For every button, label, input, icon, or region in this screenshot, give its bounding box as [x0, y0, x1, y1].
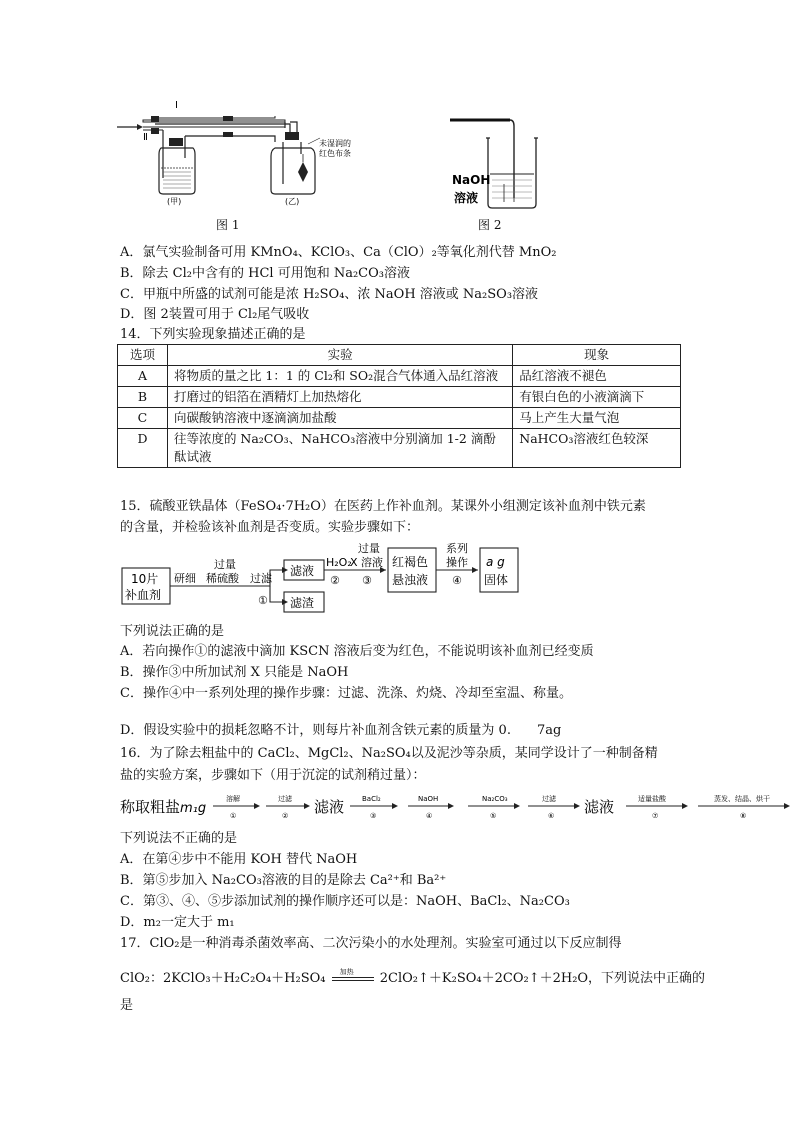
flow-acid1: 过量	[214, 558, 236, 571]
label-II: Ⅱ	[143, 132, 148, 143]
row-option: B	[118, 387, 168, 408]
flow-ops1: 系列	[446, 542, 468, 555]
q16-stem-2: 盐的实验方案，步骤如下（用于沉淀的试剂稍过量）：	[120, 768, 426, 783]
header-phenomenon: 现象	[513, 345, 681, 366]
label-jia: (甲)	[167, 197, 182, 206]
q15-flowchart	[118, 540, 528, 618]
flow-grind: 研细	[174, 572, 196, 585]
q15-option-b: B．操作③中所加试剂 X 只能是 NaOH	[120, 665, 349, 680]
flow16-a7: 适量盐酸	[638, 795, 666, 803]
flow16-filtrate2: 滤液	[584, 798, 615, 816]
flow16-n4: ④	[426, 812, 433, 820]
q15-option-d: D．假设实验中的损耗忽略不计，则每片补血剂含铁元素的质量为 0. 7ag	[120, 723, 562, 738]
row-phenomenon: 马上产生大量气泡	[513, 408, 681, 429]
flow-x1: 过量	[358, 542, 380, 555]
q13-option-d: D．图 2装置可用于 Cl₂尾气吸收	[120, 307, 310, 322]
row-option: A	[118, 366, 168, 387]
row-experiment: 向碳酸钠溶液中逐滴滴加盐酸	[167, 408, 512, 429]
flow16-m1: m₁g	[180, 801, 207, 816]
q17-stem: 17．ClO₂是一种消毒杀菌效率高、二次污染小的水处理剂。实验室可通过以下反应制得	[120, 936, 622, 951]
q16-flowchart	[118, 790, 792, 824]
flow16-filtrate1: 滤液	[314, 798, 345, 816]
flow-box1a: 10片	[131, 572, 159, 586]
equation-left: ClO₂：2KClO₃＋H₂C₂O₄＋H₂SO₄	[120, 971, 326, 986]
q17-equation	[120, 967, 706, 988]
solution-label: 溶液	[454, 191, 479, 205]
equation-arrow	[330, 967, 376, 986]
q16-prompt: 下列说法不正确的是	[120, 831, 238, 846]
label-I: Ⅰ	[175, 100, 178, 111]
table-header-row	[118, 345, 681, 366]
q13-option-a: A．氯气实验制备可用 KMnO₄、KClO₃、Ca（ClO）₂等氧化剂代替 MnO₂	[120, 245, 557, 260]
flow-red2: 悬浊液	[392, 573, 429, 587]
q16-option-b: B．第⑤步加入 Na₂CO₃溶液的目的是除去 Ca²⁺和 Ba²⁺	[120, 873, 447, 888]
q17-tail: 是	[120, 998, 134, 1013]
q15-prompt: 下列说法正确的是	[120, 624, 225, 639]
flow16-n3: ③	[370, 812, 377, 820]
row-phenomenon: NaHCO₃溶液红色较深	[513, 429, 681, 468]
row-option: D	[118, 429, 168, 468]
q14-table	[117, 344, 681, 468]
flow-solid2: 固体	[484, 573, 509, 587]
label-yi: (乙)	[285, 197, 300, 206]
flow-x2: X 溶液	[350, 556, 384, 569]
flow16-a1: 溶解	[226, 795, 240, 803]
flow16-n5: ⑤	[490, 812, 497, 820]
figure-1-apparatus	[115, 98, 375, 206]
table-row	[118, 366, 681, 387]
flow16-n2: ②	[282, 812, 289, 820]
flow-residue: 滤渣	[290, 596, 315, 610]
figure-1-caption: 图 1	[216, 218, 240, 232]
row-experiment: 往等浓度的 Na₂CO₃、NaHCO₃溶液中分别滴加 1-2 滴酚酞试液	[167, 429, 512, 468]
equation-condition: 加热	[339, 967, 354, 976]
flow-ops2: 操作	[446, 556, 468, 569]
flow16-a3: BaCl₂	[362, 795, 381, 803]
row-phenomenon: 品红溶液不褪色	[513, 366, 681, 387]
figure-2-beaker	[440, 112, 550, 212]
flow-step3: ③	[362, 574, 372, 587]
flow-red1: 红褐色	[392, 555, 429, 569]
flow-step4: ④	[452, 574, 462, 587]
table-row	[118, 408, 681, 429]
header-option: 选项	[118, 345, 168, 366]
flow-solid1: a g	[486, 555, 505, 569]
flow-acid2: 稀硫酸	[206, 572, 239, 585]
strip-note-2: 红色布条	[319, 149, 351, 158]
header-experiment: 实验	[167, 345, 512, 366]
flow-h2o2: H₂O₂	[326, 556, 352, 569]
flow16-n7: ⑦	[652, 812, 659, 820]
flow16-a2: 过滤	[278, 795, 292, 803]
flow16-a6: 过滤	[542, 795, 556, 803]
flow16-n1: ①	[230, 812, 237, 820]
flow16-a8: 蒸发、结晶、烘干	[714, 795, 770, 803]
flow-step1: ①	[258, 594, 268, 607]
flow-step2: ②	[330, 574, 340, 587]
flow16-a5: Na₂CO₃	[482, 795, 508, 803]
row-phenomenon: 有银白色的小液滴滴下	[513, 387, 681, 408]
q13-option-c: C．甲瓶中所盛的试剂可能是浓 H₂SO₄、浓 NaOH 溶液或 Na₂SO₃溶液	[120, 287, 539, 302]
flow-filtrate: 滤液	[290, 564, 315, 578]
equation-right: 2ClO₂↑＋K₂SO₄＋2CO₂↑＋2H₂O，下列说法中正确的	[379, 971, 706, 986]
flow16-start: 称取粗盐	[120, 798, 181, 816]
table-row	[118, 387, 681, 408]
q16-option-c: C．第③、④、⑤步添加试剂的操作顺序还可以是：NaOH、BaCl₂、Na₂CO₃	[120, 894, 570, 909]
q13-option-b: B．除去 Cl₂中含有的 HCl 可用饱和 Na₂CO₃溶液	[120, 266, 410, 281]
flow-box1b: 补血剂	[125, 588, 162, 602]
row-experiment: 将物质的量之比 1：1 的 Cl₂和 SO₂混合气体通入品红溶液	[167, 366, 512, 387]
table-row	[118, 429, 681, 468]
q15-option-a: A．若向操作①的滤液中滴加 KSCN 溶液后变为红色，不能说明该补血剂已经变质	[120, 644, 594, 659]
q16-stem-1: 16．为了除去粗盐中的 CaCl₂、MgCl₂、Na₂SO₄以及泥沙等杂质，某同学设计了一种制备精	[120, 746, 658, 761]
flow16-n8: ⑧	[740, 812, 747, 820]
q16-option-a: A．在第④步中不能用 KOH 替代 NaOH	[120, 852, 358, 867]
q16-option-d: D．m₂一定大于 m₁	[120, 915, 235, 930]
q15-stem-1: 15．硫酸亚铁晶体（FeSO₄·7H₂O）在医药上作补血剂。某课外小组测定该补血剂中铁元素	[120, 499, 646, 514]
flow16-n6: ⑥	[548, 812, 555, 820]
flow-filter: 过滤	[250, 572, 272, 585]
row-experiment: 打磨过的铝箔在酒精灯上加热熔化	[167, 387, 512, 408]
strip-note-1: 未湿润的	[319, 139, 351, 148]
q14-stem: 14．下列实验现象描述正确的是	[120, 327, 306, 342]
q15-stem-2: 的含量，并检验该补血剂是否变质。实验步骤如下：	[120, 520, 420, 535]
row-option: C	[118, 408, 168, 429]
figure-2-caption: 图 2	[478, 218, 502, 232]
naoh-label: NaOH	[452, 173, 491, 187]
q15-option-c: C．操作④中一系列处理的操作步骤：过滤、洗涤、灼烧、冷却至室温、称量。	[120, 686, 572, 701]
flow16-a4: NaOH	[418, 795, 439, 803]
